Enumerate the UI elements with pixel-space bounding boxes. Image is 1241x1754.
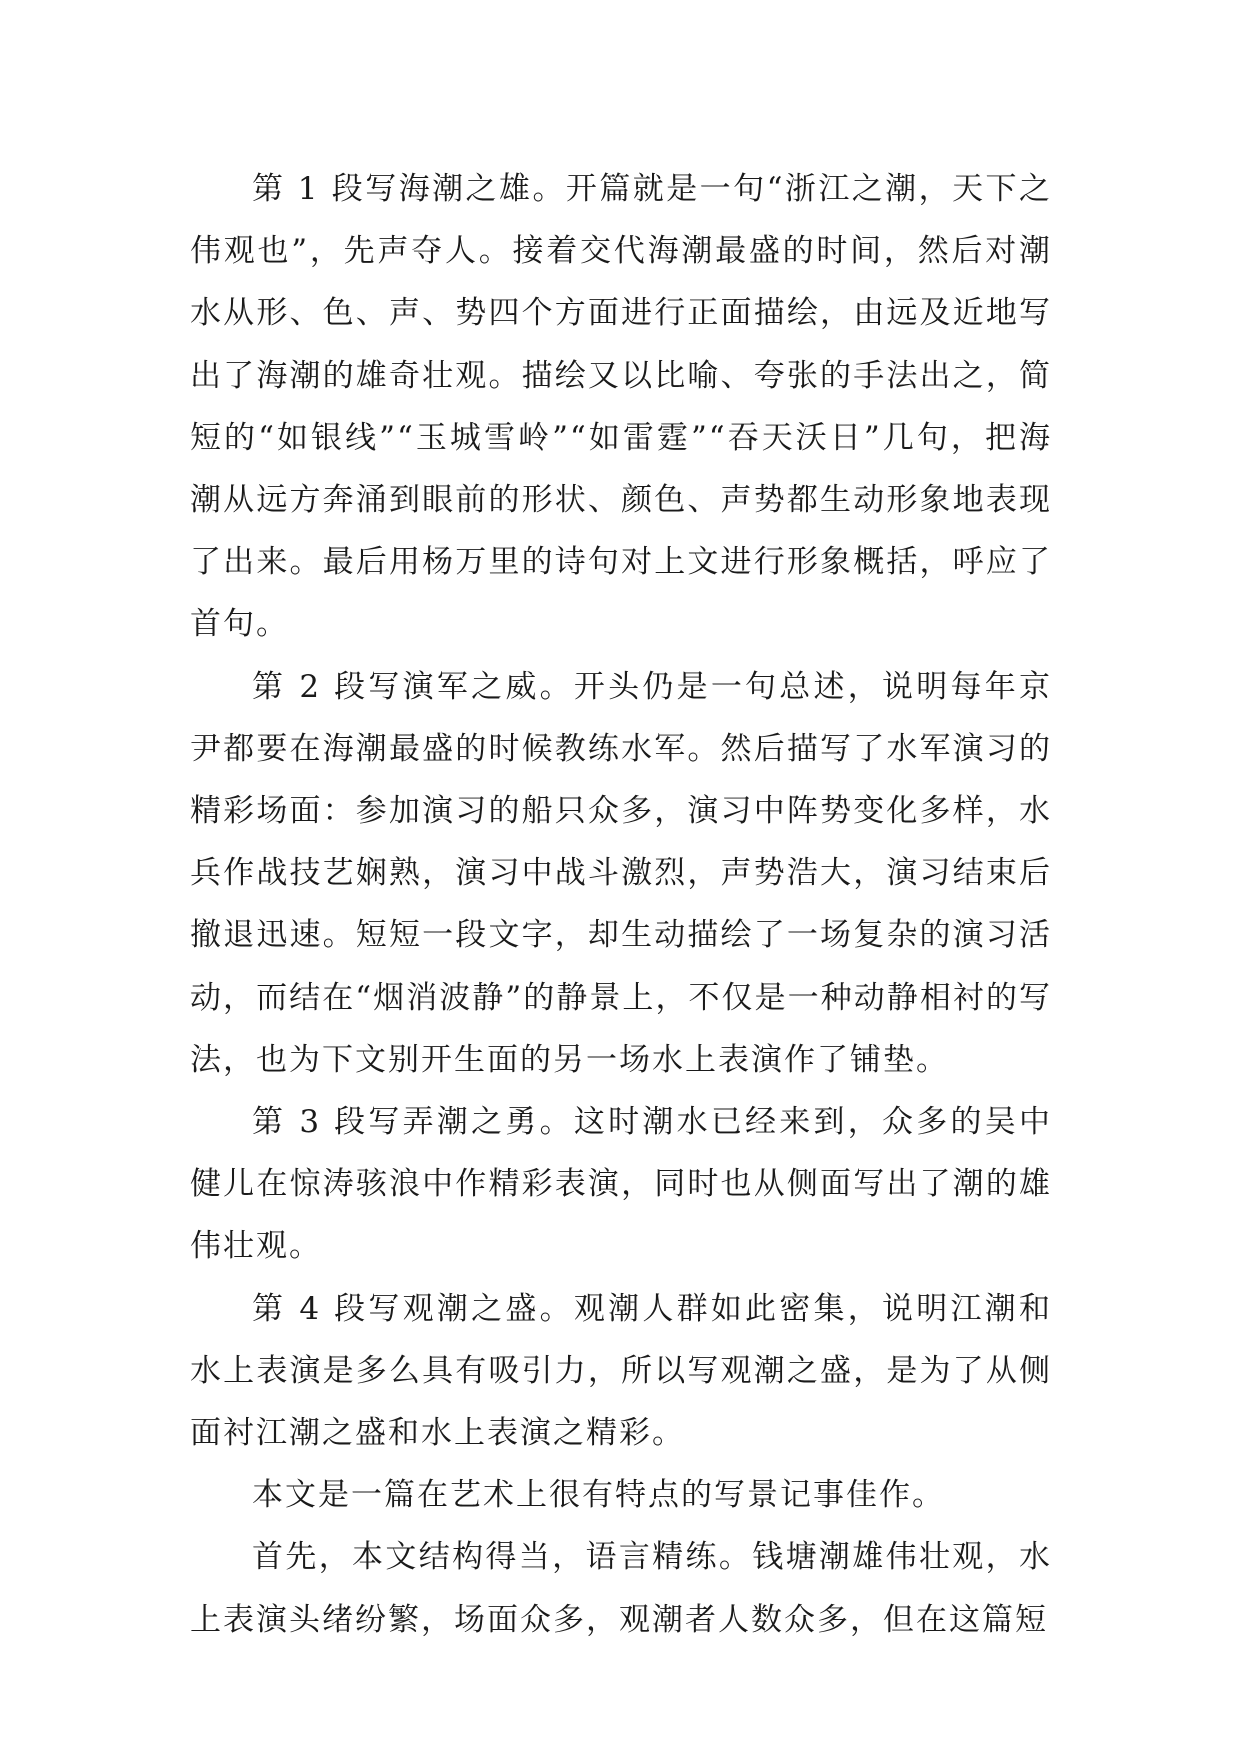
paragraph-4: 第 4 段写观潮之盛。观潮人群如此密集，说明江潮和水上表演是多么具有吸引力，所以写观潮之盛，是为了从侧面衬江潮之盛和水上表演之精彩。 bbox=[190, 1290, 1052, 1452]
paragraph-6: 首先，本文结构得当，语言精练。钱塘潮雄伟壮观，水上表演头绪纷繁，场面众多，观潮者人数众多，但在这篇短 bbox=[190, 1539, 1052, 1638]
paragraph-1: 第 1 段写海潮之雄。开篇就是一句“浙江之潮，天下之伟观也”，先声夺人。接着交代海潮最盛的时间，然后对潮水从形、色、声、势四个方面进行正面描绘，由远及近地写出了海潮的雄奇壮观。描绘又以比喻、夸张的手法出之，简短的“如银线”“玉城雪岭”“如雷霆”“吞天沃日”几句，把海潮从远方奔涌到眼前的形状、颜色、声势都生动形象地表现了出来。最后用杨万里的诗句对上文进行形象概括，呼应了首句。 bbox=[190, 171, 1052, 643]
document-body bbox=[190, 158, 1052, 1651]
paragraph-2: 第 2 段写演军之威。开头仍是一句总述，说明每年京尹都要在海潮最盛的时候教练水军。然后描写了水军演习的精彩场面：参加演习的船只众多，演习中阵势变化多样，水兵作战技艺娴熟，演习中战斗激烈，声势浩大，演习结束后撤退迅速。短短一段文字，却生动描绘了一场复杂的演习活动，而结在“烟消波静”的静景上，不仅是一种动静相衬的写法，也为下文别开生面的另一场水上表演作了铺垫。 bbox=[190, 668, 1052, 1078]
paragraph-5: 本文是一篇在艺术上很有特点的写景记事佳作。 bbox=[252, 1477, 945, 1514]
paragraph-3: 第 3 段写弄潮之勇。这时潮水已经来到，众多的吴中健儿在惊涛骇浪中作精彩表演，同时也从侧面写出了潮的雄伟壮观。 bbox=[190, 1104, 1052, 1265]
